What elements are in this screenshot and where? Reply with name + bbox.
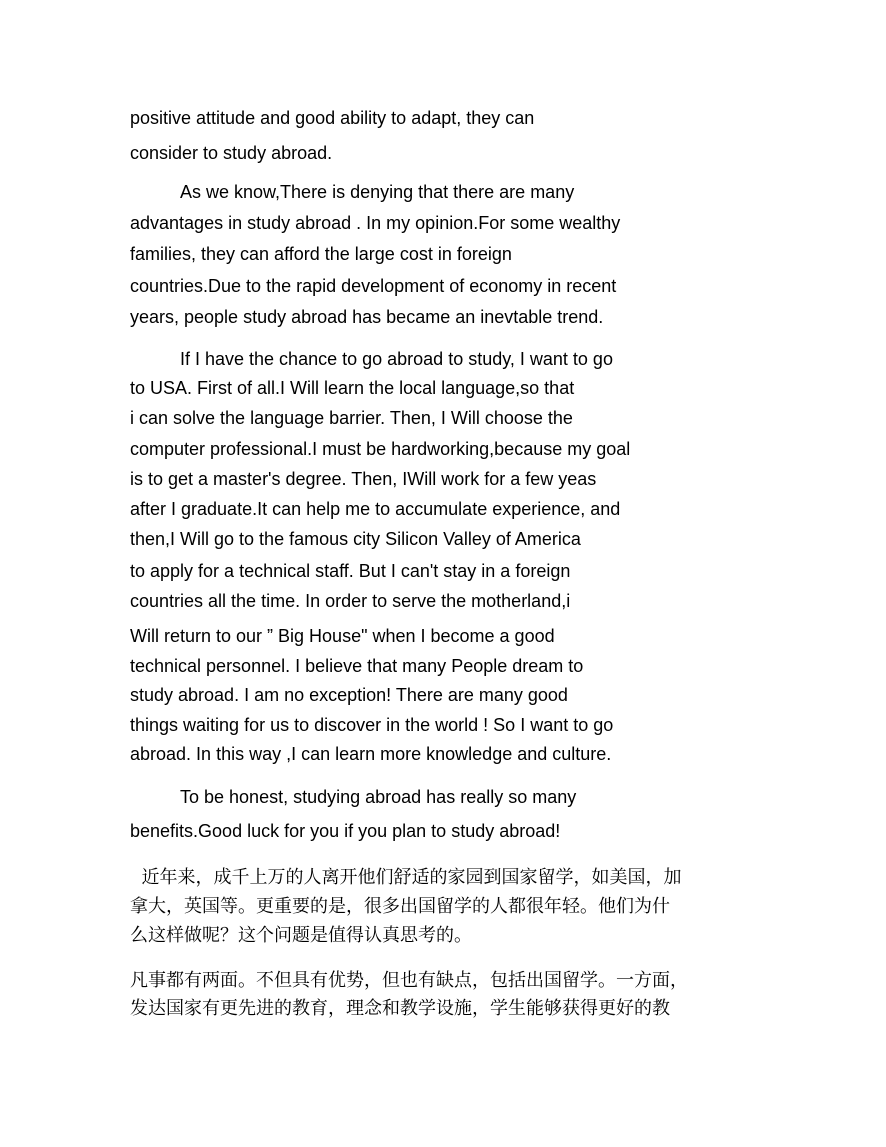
- paragraph-2-line-4: countries.Due to the rapid development of economy in recent: [130, 276, 617, 296]
- paragraph-3-line-12: study abroad. I am no exception! There are many good: [130, 685, 568, 705]
- paragraph-3-line-6: after I graduate.It can help me to accumulate experience, and: [130, 499, 621, 519]
- paragraph-2-line-5: years, people study abroad has became an inevtable trend.: [130, 307, 604, 327]
- paragraph-3-line-7: then,I Will go to the famous city Silicon Valley of America: [130, 529, 581, 549]
- chinese-paragraph-2-line-2: 发达国家有更先进的教育，理念和教学设施，学生能够获得更好的教: [130, 998, 670, 1019]
- paragraph-3-line-1: If I have the chance to go abroad to study, I want to go: [180, 349, 613, 369]
- paragraph-3-line-14: abroad. In this way ,I can learn more knowledge and culture.: [130, 744, 612, 764]
- paragraph-3-line-8: to apply for a technical staff. But I can't stay in a foreign: [130, 561, 571, 581]
- paragraph-4-line-1: To be honest, studying abroad has really so many: [180, 787, 577, 807]
- chinese-paragraph-1-line-1: 近年来，成千上万的人离开他们舒适的家园到国家留学，如美国，加: [130, 867, 682, 888]
- paragraph-3-line-4: computer professional.I must be hardworking,because my goal: [130, 439, 631, 459]
- paragraph-4-line-2: benefits.Good luck for you if you plan to study abroad!: [130, 821, 561, 841]
- chinese-paragraph-2-line-1: 凡事都有两面。不但具有优势，但也有缺点，包括出国留学。一方面，: [130, 970, 688, 991]
- paragraph-3-line-5: is to get a master's degree. Then, IWill work for a few yeas: [130, 469, 597, 489]
- paragraph-1-line-2: consider to study abroad.: [130, 143, 333, 163]
- paragraph-1-line-1: positive attitude and good ability to adapt, they can: [130, 108, 535, 128]
- paragraph-2-line-3: families, they can afford the large cost in foreign: [130, 244, 512, 264]
- paragraph-2-line-2: advantages in study abroad . In my opinion.For some wealthy: [130, 213, 621, 233]
- paragraph-3-line-3: i can solve the language barrier. Then, I Will choose the: [130, 408, 573, 428]
- paragraph-2-line-1: As we know,There is denying that there are many: [180, 182, 575, 202]
- chinese-paragraph-1-line-2: 拿大，英国等。更重要的是，很多出国留学的人都很年轻。他们为什: [130, 896, 670, 917]
- paragraph-3-line-13: things waiting for us to discover in the world ! So I want to go: [130, 715, 614, 735]
- chinese-paragraph-1-line-3: 么这样做呢？这个问题是值得认真思考的。: [130, 925, 472, 946]
- paragraph-3-line-10: Will return to our ” Big House" when I become a good: [130, 626, 555, 646]
- paragraph-3-line-9: countries all the time. In order to serve the motherland,i: [130, 591, 571, 611]
- paragraph-3-line-11: technical personnel. I believe that many People dream to: [130, 656, 584, 676]
- paragraph-3-line-2: to USA. First of all.I Will learn the local language,so that: [130, 378, 575, 398]
